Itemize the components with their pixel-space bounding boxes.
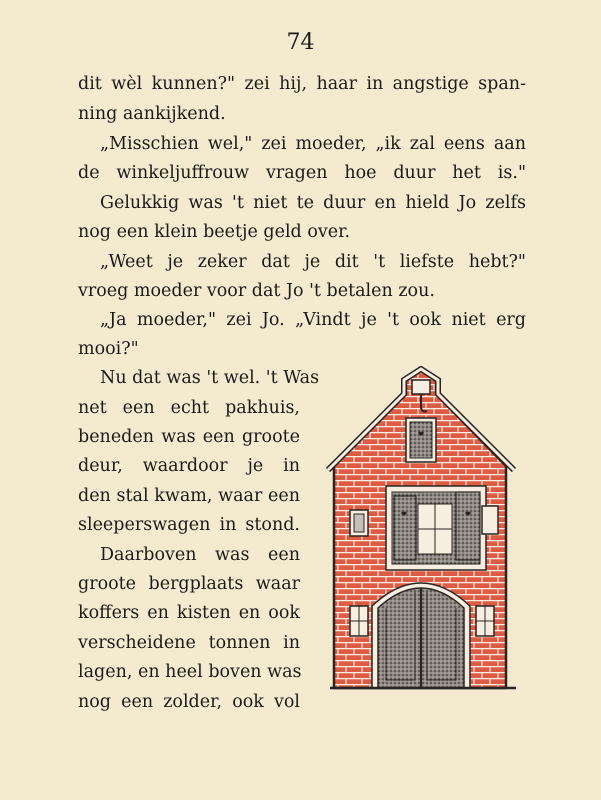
text-line-21: lagen, en heel boven was: [78, 662, 302, 682]
page-number: 74: [286, 30, 315, 55]
text-line-9: „Ja moeder," zei Jo. „Vindt je 't ook niet erg: [100, 310, 526, 330]
text-line-8: vroeg moeder voor dat Jo 't betalen zou.: [78, 281, 435, 301]
text-line-15: den stal kwam, waar een: [78, 486, 300, 506]
text-line-20: verscheidene tonnen in: [78, 633, 300, 653]
text-line-17: Daarboven was een: [100, 545, 300, 565]
text-line-12: net een echt pakhuis,: [78, 398, 300, 418]
text-line-16: sleeperswagen in stond.: [78, 515, 300, 535]
text-line-2: ning aankijkend.: [78, 104, 226, 124]
text-line-14: deur, waardoor je in: [78, 456, 300, 476]
text-line-18: groote bergplaats waar: [78, 574, 300, 594]
text-line-19: koffers en kisten en ook: [78, 603, 300, 623]
text-line-13: beneden was een groote: [78, 427, 300, 447]
text-line-10: mooi?": [78, 339, 139, 359]
text-line-22: nog een zolder, ook vol: [78, 692, 300, 712]
warehouse-illustration: [326, 366, 526, 692]
text-line-5: Gelukkig was 't niet te duur en hield Jo zelfs: [100, 193, 526, 213]
text-line-7: „Weet je zeker dat je dit 't liefste hebt?": [100, 252, 526, 272]
text-line-3: „Misschien wel," zei moeder, „ik zal eens aan: [100, 134, 526, 154]
text-line-6: nog een klein beetje geld over.: [78, 222, 351, 242]
text-line-1: dit wèl kunnen?" zei hij, haar in angstige span-: [78, 74, 526, 94]
text-line-4: de winkeljuffrouw vragen hoe duur het is.": [78, 163, 526, 183]
text-line-11: Nu dat was 't wel. 't Was: [100, 368, 320, 388]
